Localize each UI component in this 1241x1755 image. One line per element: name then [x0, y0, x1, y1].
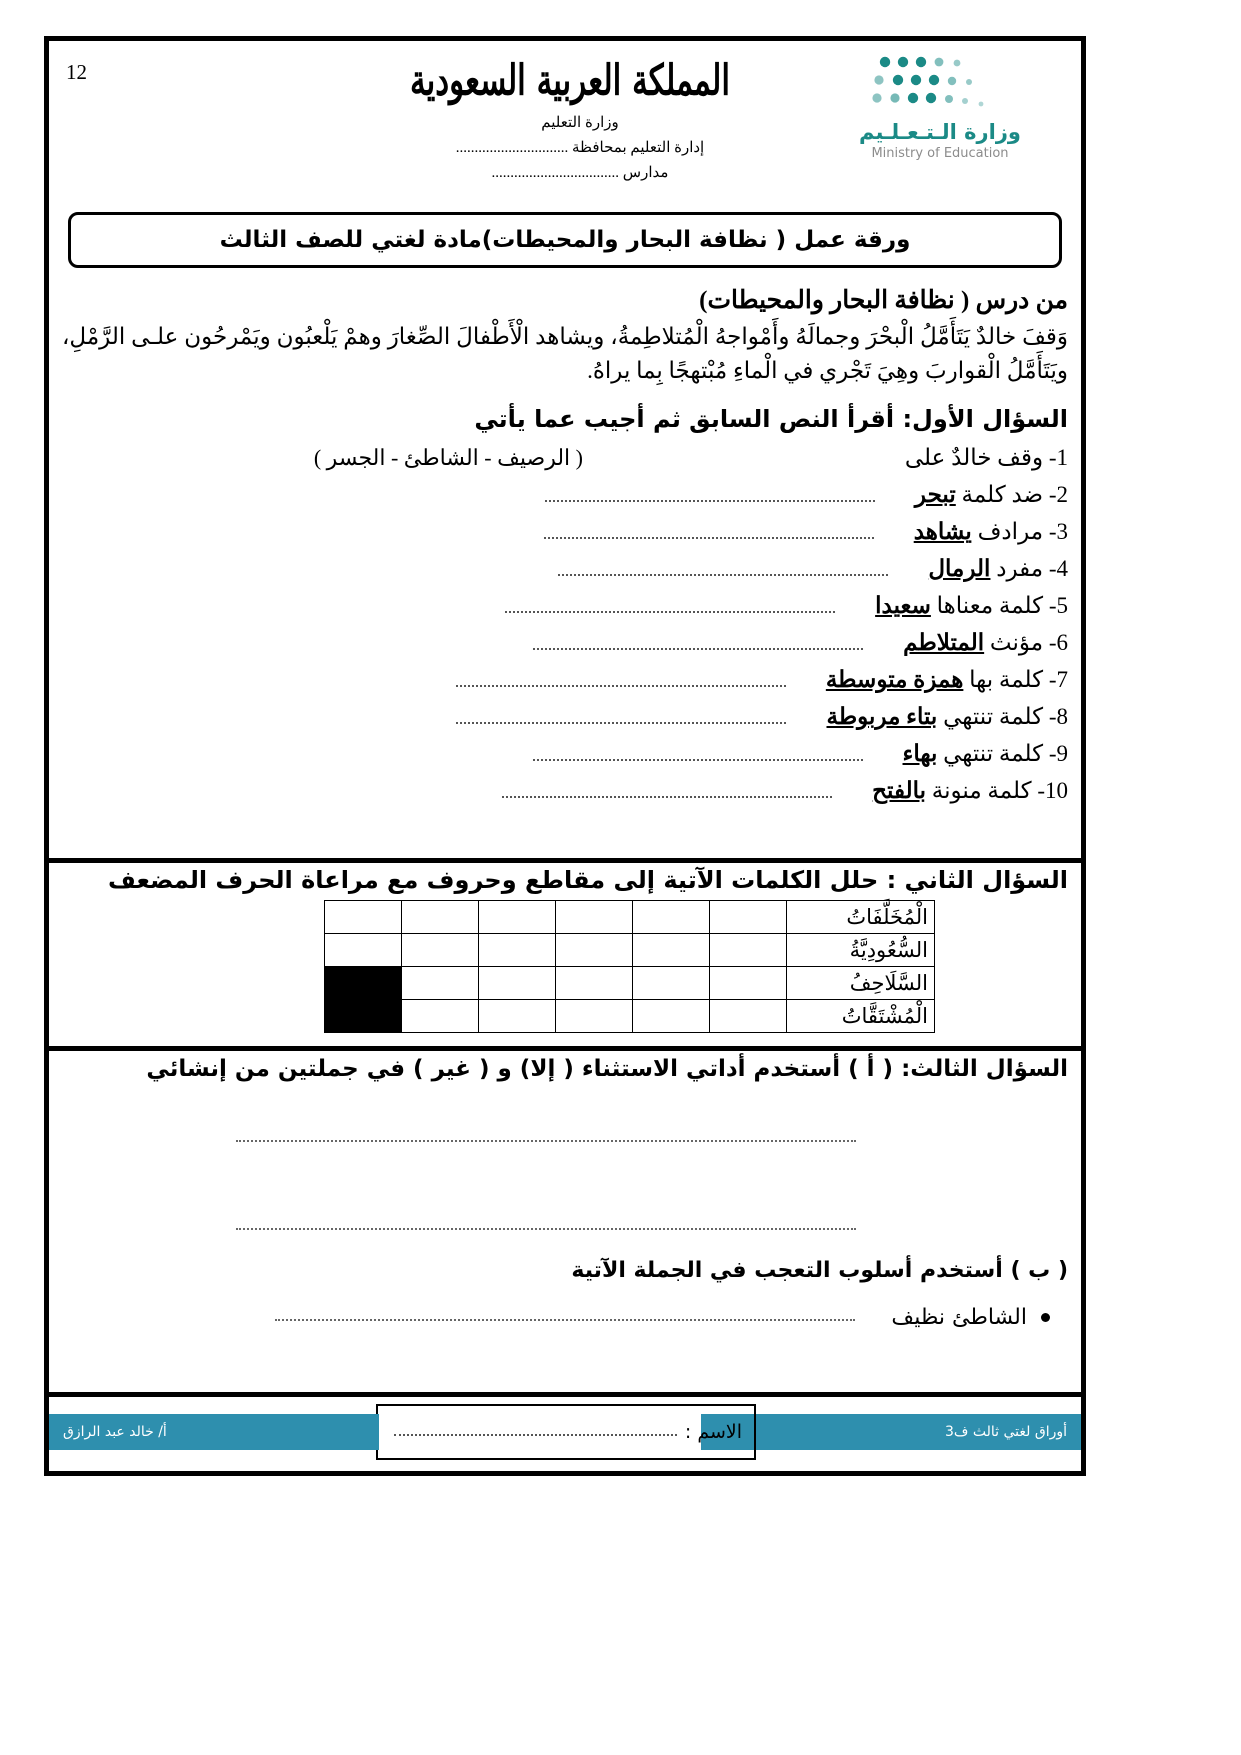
moe-arabic-label: وزارة الـتـعـلـيم — [859, 120, 1021, 144]
analysis-blank-cell[interactable] — [556, 1000, 633, 1033]
question-1-items — [62, 445, 1068, 815]
directorate-line — [430, 138, 730, 157]
worksheet-title-banner — [68, 212, 1062, 268]
question-1-item — [62, 630, 1068, 667]
analysis-blank-cell[interactable] — [402, 934, 479, 967]
question-1-answer-line[interactable] — [544, 523, 874, 539]
table-row — [325, 1000, 935, 1033]
footer-right-text: أوراق لغتي ثالث ف3 — [944, 1424, 1067, 1440]
question-1-item-keyword: تبحر — [914, 482, 956, 507]
analysis-blank-cell[interactable] — [556, 967, 633, 1000]
question-1-item-keyword: بهاء — [902, 741, 938, 766]
student-name-input[interactable] — [394, 1424, 677, 1436]
schools-dots: .................................. — [491, 165, 620, 181]
analysis-blank-cell[interactable] — [633, 901, 710, 934]
table-row — [325, 901, 935, 934]
analysis-blank-cell[interactable] — [710, 1000, 787, 1033]
question-1-answer-line[interactable] — [456, 708, 786, 724]
analysis-blank-cell[interactable] — [710, 901, 787, 934]
question-1-answer-line[interactable] — [533, 745, 863, 761]
analysis-blank-cell[interactable] — [325, 934, 402, 967]
question-1-item — [62, 556, 1068, 593]
question-1-item-keyword: همزة متوسطة — [825, 667, 964, 692]
page-footer — [49, 1400, 1081, 1472]
question-1-item-text: 4- مفرد الرمال — [928, 556, 1068, 581]
answer-line-3[interactable] — [275, 1309, 855, 1321]
divider-question-2 — [46, 858, 1084, 863]
analysis-blank-cell[interactable] — [325, 901, 402, 934]
page-number: 12 — [66, 60, 87, 84]
question-3-part-b-heading: ( ب ) أستخدم أسلوب التعجب في الجملة الآتية — [571, 1258, 1068, 1283]
question-1-item — [62, 593, 1068, 630]
question-1-answer-line[interactable] — [558, 560, 888, 576]
kingdom-calligraphy-text: المملكة العربية السعودية — [410, 56, 730, 106]
document-header — [50, 46, 1080, 206]
reading-passage — [62, 284, 1068, 389]
analysis-blank-cell[interactable] — [710, 967, 787, 1000]
analysis-blank-cell[interactable] — [479, 1000, 556, 1033]
directorate-label: إدارة التعليم بمحافظة — [572, 140, 705, 156]
question-1-item-text: 6- مؤنث المتلاطم — [903, 630, 1068, 655]
question-1-answer-line[interactable] — [502, 782, 832, 798]
question-3-bullet-text: الشاطئ نظيف — [891, 1305, 1027, 1330]
question-3-heading: السؤال الثالث: ( أ ) أستخدم أداتي الاستثناء ( إلا) و ( غير ) في جملتين من إنشائي — [146, 1056, 1068, 1082]
table-row — [325, 967, 935, 1000]
analysis-blank-cell[interactable] — [402, 967, 479, 1000]
question-1-item-keyword: الرمال — [928, 556, 991, 581]
schools-line — [430, 163, 730, 182]
analysis-blank-cell[interactable] — [710, 934, 787, 967]
moe-dots-logo-icon — [865, 54, 1015, 116]
question-1-item-keyword: بتاء مربوطة — [826, 704, 938, 729]
question-1-item-keyword: يشاهد — [913, 519, 972, 544]
question-1-item — [62, 741, 1068, 778]
question-1-item — [62, 704, 1068, 741]
question-1-answer-line[interactable] — [545, 486, 875, 502]
answer-line-1[interactable] — [236, 1140, 856, 1142]
student-name-box[interactable] — [376, 1404, 756, 1460]
analysis-blank-cell[interactable] — [402, 1000, 479, 1033]
question-1-item — [62, 667, 1068, 704]
question-1-answer-line[interactable] — [505, 597, 835, 613]
analysis-blank-cell[interactable] — [479, 901, 556, 934]
schools-label: مدارس — [622, 165, 669, 181]
question-1-item-text: 3- مرادف يشاهد — [913, 519, 1068, 544]
analysis-blank-cell[interactable] — [556, 934, 633, 967]
question-1-item — [62, 778, 1068, 815]
moe-english-label: Ministry of Education — [871, 146, 1009, 161]
lesson-source-line: من درس ( نظافة البحار والمحيطات) — [699, 287, 1068, 314]
analysis-blank-cell[interactable] — [556, 901, 633, 934]
footer-left-text: أ/ خالد عبد الرازق — [63, 1424, 167, 1440]
analysis-word-cell: الْمُخَلَّفَاتُ — [787, 901, 935, 934]
kingdom-emblem — [410, 56, 730, 182]
analysis-blank-cell[interactable] — [479, 934, 556, 967]
passage-body: وَقفَ خالدٌ يَتَأَمَّلُ الْبحْرَ وجمالَهُ وأَمْواجهُ الْمُتلاطِمةُ، ويشاهد الْأَطْفالَ الصِّغارَ وهمْ يَلْعبُون ويَمْرحُون علـى الرَّمْلِ، ويَتَأَمَّلُ الْقواربَ وهِيَ تَجْري في الْماءِ مُبْتهجًا بِما يراهُ. — [62, 323, 1068, 384]
question-1-item — [62, 482, 1068, 519]
question-1-item-text: 10- كلمة منونة بالفتح — [872, 778, 1068, 803]
analysis-word-cell: الْمُشْتَقَّاتُ — [787, 1000, 935, 1033]
ministry-label: وزارة التعليم — [541, 115, 619, 131]
question-1-item-text: 9- كلمة تنتهي بهاء — [902, 741, 1068, 766]
syllable-analysis-table — [324, 900, 935, 1033]
directorate-dots: .............................. — [455, 140, 569, 156]
answer-line-2[interactable] — [236, 1228, 856, 1230]
footer-bar-left — [49, 1414, 379, 1450]
analysis-filled-cell[interactable] — [325, 1000, 402, 1033]
question-1-item — [62, 445, 1068, 482]
question-1-answer-line[interactable] — [533, 634, 863, 650]
analysis-word-cell: السُّعُودِيَّةُ — [787, 934, 935, 967]
footer-bar-right — [701, 1414, 1081, 1450]
question-1-answer-line[interactable] — [456, 671, 786, 687]
table-row — [325, 934, 935, 967]
divider-question-3 — [46, 1046, 1084, 1051]
question-1-item-text: 2- ضد كلمة تبحر — [914, 482, 1068, 507]
question-1-item-keyword: المتلاطم — [903, 630, 985, 655]
divider-footer — [46, 1392, 1084, 1397]
question-1-item-text: 1- وقف خالدٌ على — [904, 445, 1068, 470]
analysis-filled-cell[interactable] — [325, 967, 402, 1000]
question-1-item-keyword: سعيدا — [875, 593, 931, 618]
question-1-item — [62, 519, 1068, 556]
question-1-item-choices[interactable]: ( الرصيف - الشاطئ - الجسر ) — [313, 445, 583, 470]
question-1-item-text: 8- كلمة تنتهي بتاء مربوطة — [826, 704, 1068, 729]
question-3-bullet-row — [62, 1305, 1068, 1330]
worksheet-title: ورقة عمل ( نظافة البحار والمحيطات)مادة لغتي للصف الثالث — [219, 227, 911, 253]
analysis-blank-cell[interactable] — [479, 967, 556, 1000]
question-1-item-text: 7- كلمة بها همزة متوسطة — [825, 667, 1068, 692]
analysis-blank-cell[interactable] — [402, 901, 479, 934]
question-1-heading: السؤال الأول: أقرأ النص السابق ثم أجيب عما يأتي — [474, 405, 1068, 433]
question-1-item-keyword: بالفتح — [872, 778, 927, 803]
ministry-of-education-logo-block — [810, 54, 1070, 161]
bullet-icon — [1041, 1313, 1050, 1322]
question-2-heading: السؤال الثاني : حلل الكلمات الآتية إلى مقاطع وحروف مع مراعاة الحرف المضعف — [107, 866, 1068, 894]
analysis-blank-cell[interactable] — [633, 934, 710, 967]
analysis-blank-cell[interactable] — [633, 967, 710, 1000]
analysis-blank-cell[interactable] — [633, 1000, 710, 1033]
analysis-word-cell: السَّلَاحِفُ — [787, 967, 935, 1000]
question-1-item-text: 5- كلمة معناها سعيدا — [875, 593, 1068, 618]
student-name-label: الاسم : — [684, 1421, 742, 1443]
